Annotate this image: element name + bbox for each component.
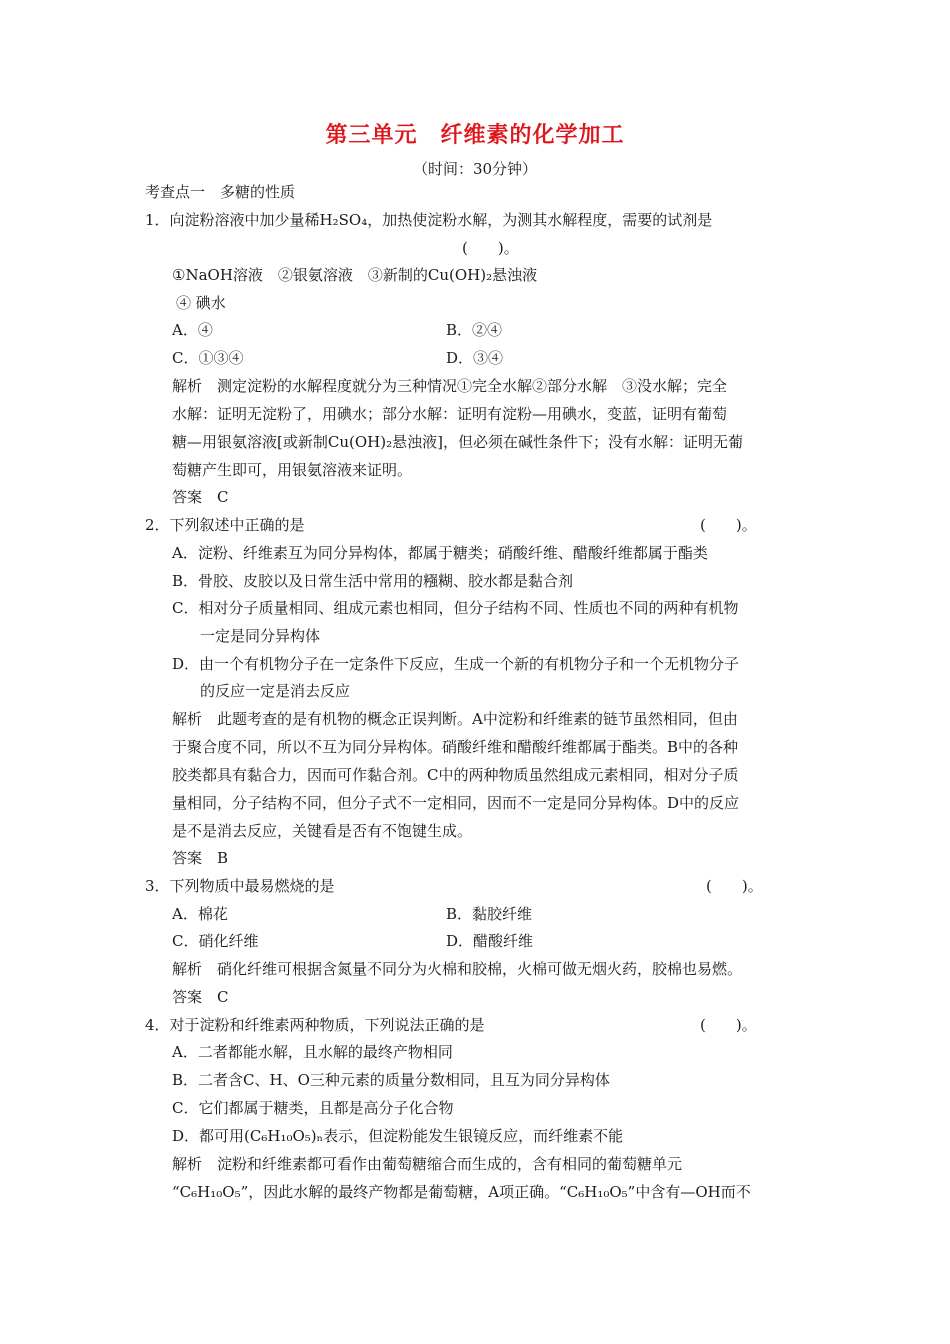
question-2-option-b: B．骨胶、皮胶以及日常生活中常用的糨糊、胶水都是黏合剂 <box>172 572 574 590</box>
page-subtitle: （时间：30分钟） <box>412 160 538 178</box>
section-heading: 考查点一 多糖的性质 <box>145 183 296 201</box>
question-2-option-c: C．相对分子质量相同、组成元素也相同，但分子结构不同、性质也不同的两种有机物 <box>172 599 739 617</box>
question-1-reagents: ①NaOH溶液 ②银氨溶液 ③新制的Cu(OH)₂悬浊液 <box>172 266 538 284</box>
question-3-option-c: C．硝化纤维 <box>172 932 259 950</box>
question-4-option-a: A．二者都能水解，且水解的最终产物相同 <box>172 1043 453 1061</box>
question-2-option-c-cont: 一定是同分异构体 <box>200 627 321 645</box>
question-3-answer-bracket: ( )。 <box>706 877 763 895</box>
question-2-analysis-line: 解析 此题考查的是有机物的概念正误判断。A中淀粉和纤维素的链节虽然相同，但由 <box>172 710 738 728</box>
question-2-answer: 答案 B <box>172 849 229 867</box>
question-4-option-d: D．都可用(C₆H₁₀O₅)ₙ表示，但淀粉能发生银镜反应，而纤维素不能 <box>172 1127 624 1145</box>
question-2-option-d-cont: 的反应一定是消去反应 <box>200 682 351 700</box>
question-1-option-b: B．②④ <box>446 321 503 339</box>
page-title: 第三单元 纤维素的化学加工 <box>325 123 625 148</box>
question-1-answer: 答案 C <box>172 488 229 506</box>
question-1-option-a: A．④ <box>172 321 213 339</box>
question-4-option-c: C．它们都属于糖类，且都是高分子化合物 <box>172 1099 454 1117</box>
question-3-option-d: D．醋酸纤维 <box>446 932 534 950</box>
question-2-analysis-line: 是不是消去反应，关键看是否有不饱键生成。 <box>172 822 473 840</box>
question-2-analysis-line: 量相同，分子结构不同，但分子式不一定相同，因而不一定是同分异构体。D中的反应 <box>172 794 740 812</box>
question-4-analysis-line: 解析 淀粉和纤维素都可看作由葡萄糖缩合而生成的，含有相同的葡萄糖单元 <box>172 1155 683 1173</box>
question-1-answer-bracket: ( )。 <box>462 239 519 257</box>
question-1-stem: 1．向淀粉溶液中加少量稀H₂SO₄，加热使淀粉水解，为测其水解程度，需要的试剂是 <box>145 211 713 229</box>
question-1-analysis-line: 萄糖产生即可，用银氨溶液来证明。 <box>172 461 413 479</box>
question-3-option-a: A．棉花 <box>172 905 228 923</box>
question-4-analysis-line: “C₆H₁₀O₅”，因此水解的最终产物都是葡萄糖，A项正确。“C₆H₁₀O₅”中含有—OH而不 <box>172 1183 751 1201</box>
question-1-reagent-4: ④ 碘水 <box>176 294 226 312</box>
question-3-option-b: B．黏胶纤维 <box>446 905 533 923</box>
question-4-option-b: B．二者含C、H、O三种元素的质量分数相同，且互为同分异构体 <box>172 1071 610 1089</box>
question-1-option-c: C．①③④ <box>172 349 244 367</box>
question-2-option-a: A．淀粉、纤维素互为同分异构体，都属于糖类；硝酸纤维、醋酸纤维都属于酯类 <box>172 544 708 562</box>
question-2-option-d: D．由一个有机物分子在一定条件下反应，生成一个新的有机物分子和一个无机物分子 <box>172 655 740 673</box>
question-3-answer: 答案 C <box>172 988 229 1006</box>
question-2-stem: 2．下列叙述中正确的是 <box>145 516 305 534</box>
question-2-answer-bracket: ( )。 <box>700 516 757 534</box>
question-1-analysis-line: 解析 测定淀粉的水解程度就分为三种情况①完全水解②部分水解 ③没水解；完全 <box>172 377 728 395</box>
question-2-analysis-line: 胶类都具有黏合力，因而可作黏合剂。C中的两种物质虽然组成元素相同，相对分子质 <box>172 766 739 784</box>
question-1-analysis-line: 水解：证明无淀粉了，用碘水；部分水解：证明有淀粉—用碘水，变蓝，证明有葡萄 <box>172 405 728 423</box>
question-4-stem: 4．对于淀粉和纤维素两种物质，下列说法正确的是 <box>145 1016 485 1034</box>
question-4-answer-bracket: ( )。 <box>700 1016 757 1034</box>
question-3-stem: 3．下列物质中最易燃烧的是 <box>145 877 335 895</box>
question-1-option-d: D．③④ <box>446 349 504 367</box>
question-2-analysis-line: 于聚合度不同，所以不互为同分异构体。硝酸纤维和醋酸纤维都属于酯类。B中的各种 <box>172 738 739 756</box>
question-3-analysis-line: 解析 硝化纤维可根据含氮量不同分为火棉和胶棉，火棉可做无烟火药，胶棉也易燃。 <box>172 960 743 978</box>
question-1-analysis-line: 糖—用银氨溶液[或新制Cu(OH)₂悬浊液]，但必须在碱性条件下；没有水解：证明无葡 <box>172 433 743 451</box>
